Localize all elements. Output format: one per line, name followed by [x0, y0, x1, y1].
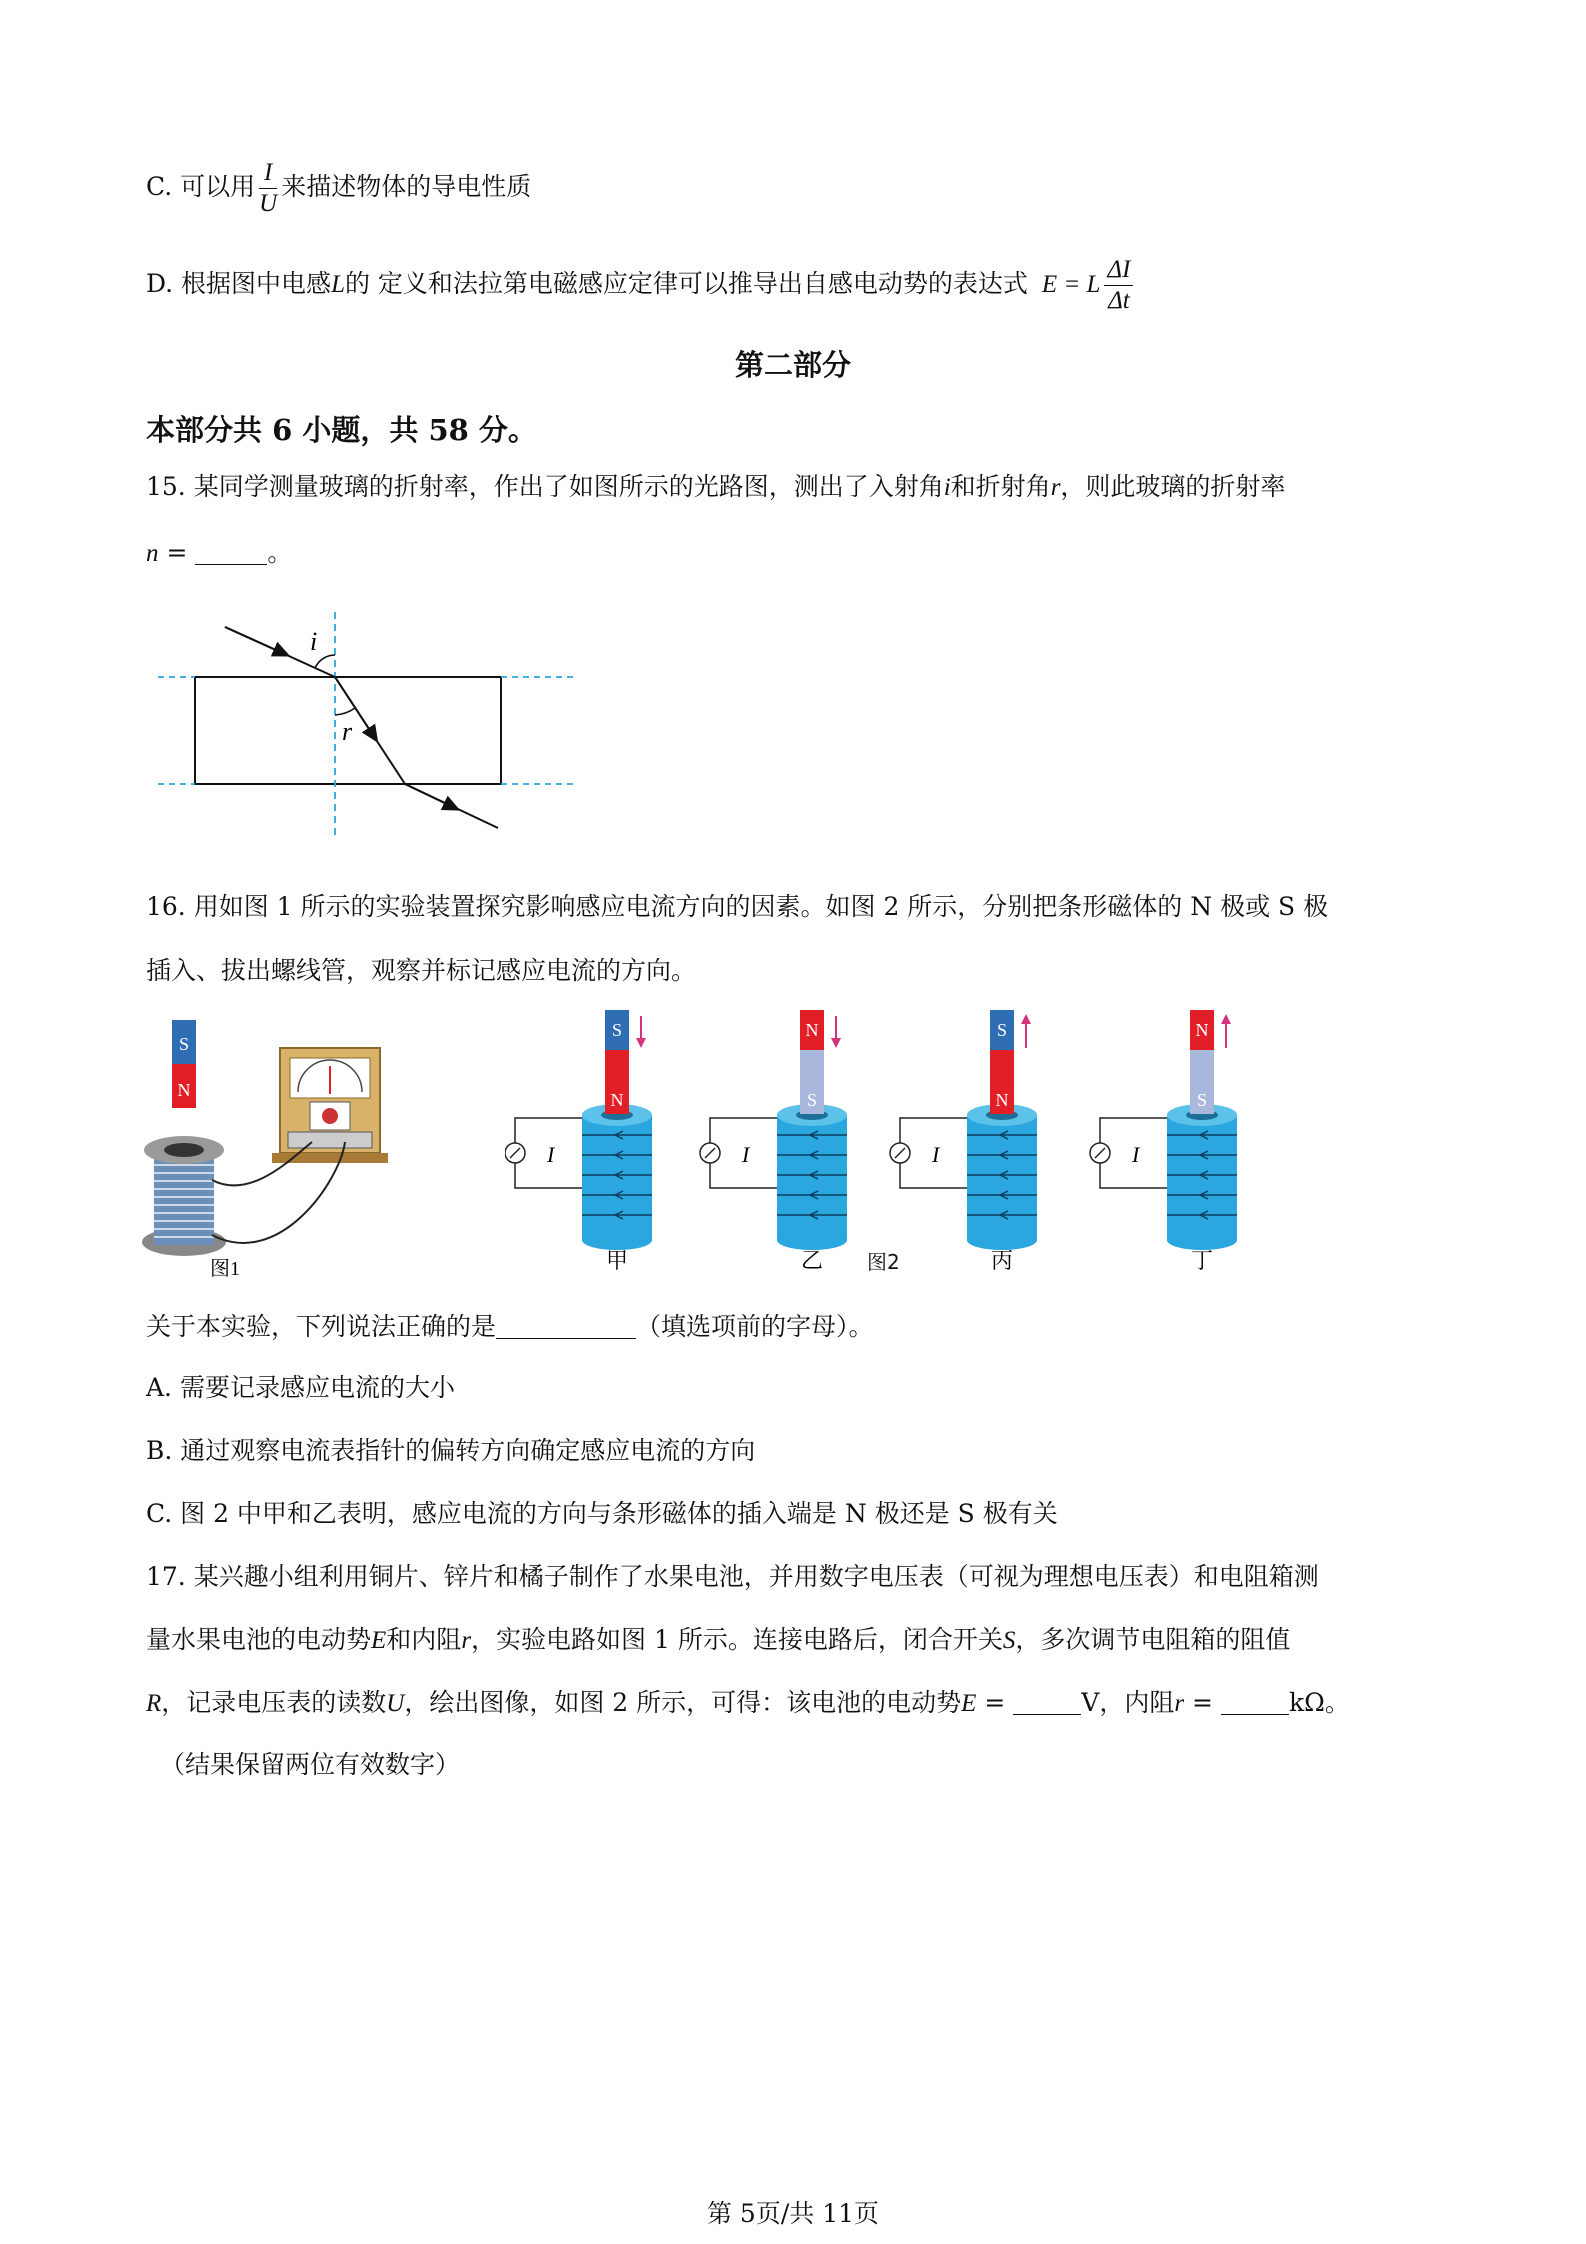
q17-line2 — [146, 1625, 1290, 1656]
light-path-diagram — [150, 600, 590, 840]
magnet-bottom-label: N — [610, 1090, 624, 1110]
resistance-symbol: R — [146, 1690, 162, 1717]
part-intro: 本部分共 6 小题，共 58 分。 — [146, 413, 537, 447]
option-d-middle: 的 定义和法拉第电磁感应定律可以推导出自感电动势的表达式 — [344, 269, 1028, 298]
q17-note: （结果保留两位有效数字） — [160, 1750, 461, 1779]
q17-line3 — [146, 1688, 1350, 1719]
resistance-answer-symbol: r — [1174, 1690, 1185, 1717]
label-i: i — [310, 627, 318, 656]
motion-arrowhead — [831, 1038, 841, 1048]
part-title: 第二部分 — [734, 348, 851, 382]
q15-line1 — [146, 472, 1285, 503]
sub-diagram-2 — [700, 1010, 847, 1273]
magnet-top-label: N — [805, 1020, 819, 1040]
q17-text-a: 量水果电池的电动势 — [146, 1625, 372, 1654]
equals-sign: = — [976, 1688, 1014, 1717]
option-c-prefix: C. 可以用 — [146, 172, 256, 201]
figure1-apparatus — [140, 1010, 400, 1280]
q16-option-b: B. 通过观察电流表指针的偏转方向确定感应电流的方向 — [146, 1436, 756, 1465]
option-c-suffix: 来描述物体的导电性质 — [281, 172, 532, 201]
solenoid-bottom — [1167, 1230, 1237, 1250]
current-label: I — [547, 1142, 555, 1167]
q17-text-f: ，绘出图像，如图 2 所示，可得：该电池的电动势 — [404, 1688, 962, 1717]
page-footer: 第 5页/共 11页 — [706, 2199, 880, 2228]
angle-i-arc — [315, 655, 335, 668]
sub-diagram-label: 乙 — [800, 1248, 824, 1273]
q16-line1: 16. 用如图 1 所示的实验装置探究影响感应电流方向的因素。如图 2 所示，分别把条形磁体的 N 极或 S 极 — [146, 892, 1329, 921]
q17-text-d: ，多次调节电阻箱的阻值 — [1015, 1625, 1291, 1654]
magnet-bottom-label: N — [995, 1090, 1009, 1110]
emergent-ray-arrow — [405, 784, 455, 808]
incident-angle-symbol: i — [943, 474, 951, 501]
solenoid-bottom — [777, 1230, 847, 1250]
equals-sign: = — [158, 538, 196, 567]
answer-blank-emf[interactable] — [1013, 1692, 1081, 1715]
emf-symbol: E — [371, 1627, 387, 1654]
q15-line2 — [146, 538, 292, 569]
fraction-denominator: U — [259, 190, 278, 217]
q16-option-a: A. 需要记录感应电流的大小 — [146, 1373, 455, 1402]
sub-diagram-4 — [1090, 1010, 1237, 1273]
switch-symbol: S — [1002, 1627, 1016, 1654]
terminal-board — [288, 1132, 372, 1148]
q16-option-c: C. 图 2 中甲和乙表明，感应电流的方向与条形磁体的插入端是 N 极还是 S 极有关 — [146, 1499, 1058, 1528]
angle-r-arc — [335, 708, 355, 715]
answer-blank-r[interactable] — [1221, 1692, 1289, 1715]
fraction-numerator: I — [259, 158, 277, 189]
answer-blank-q16[interactable] — [496, 1316, 636, 1339]
fraction-numerator: ΔI — [1104, 255, 1133, 286]
fraction-denominator: Δt — [1108, 287, 1130, 314]
internal-resistance-symbol: r — [461, 1627, 472, 1654]
figure2-caption: 图2 — [867, 1250, 900, 1274]
fraction-i-over-u — [259, 158, 277, 219]
q17-text-b: 和内阻 — [386, 1625, 462, 1654]
current-label: I — [1132, 1142, 1140, 1167]
q16-question-tail: （填选项前的字母）。 — [636, 1312, 874, 1341]
emf-answer-symbol: E — [961, 1690, 977, 1717]
figure2-diagrams — [505, 1010, 1265, 1280]
motion-arrowhead — [636, 1038, 646, 1048]
solenoid-bottom — [582, 1230, 652, 1250]
sub-diagram-label: 甲 — [605, 1248, 629, 1273]
q16-question — [146, 1312, 874, 1342]
figure1-caption: 图1 — [210, 1258, 240, 1280]
current-label: I — [932, 1142, 940, 1167]
magnet-n-label: N — [177, 1080, 191, 1100]
label-r: r — [342, 717, 353, 746]
q17-unit-k: kΩ。 — [1288, 1688, 1350, 1717]
coil-hole — [164, 1143, 204, 1157]
magnet-top-label: S — [996, 1020, 1008, 1040]
magnet-bottom-label: S — [1196, 1090, 1208, 1110]
magnet-top-label: N — [1195, 1020, 1209, 1040]
q15-and: 和折射角 — [950, 472, 1051, 501]
q17-line1: 17. 某兴趣小组利用铜片、锌片和橘子制作了水果电池，并用数字电压表（可视为理想电压表）和电阻箱测 — [146, 1562, 1319, 1591]
inductance-symbol: L — [331, 271, 345, 298]
q16-line2: 插入、拔出螺线管，观察并标记感应电流的方向。 — [146, 956, 697, 985]
voltage-symbol: U — [386, 1690, 405, 1717]
equals-sign: = — [1184, 1688, 1221, 1717]
answer-blank-n[interactable] — [195, 542, 267, 565]
magnet-bottom-label: S — [806, 1090, 818, 1110]
sub-diagram-label: 丙 — [990, 1248, 1014, 1273]
sub-diagram-1 — [505, 1010, 652, 1273]
solenoid-bottom — [967, 1230, 1037, 1250]
option-c — [146, 158, 531, 219]
motion-arrowhead — [1021, 1014, 1031, 1024]
q16-question-text: 关于本实验，下列说法正确的是 — [146, 1312, 497, 1341]
galvanometer-magnet — [322, 1108, 338, 1124]
option-d-prefix: D. 根据图中电感 — [146, 269, 332, 298]
q15-tail: ，则此玻璃的折射率 — [1060, 472, 1286, 501]
option-d — [146, 255, 1137, 316]
sub-diagram-label: 丁 — [1190, 1248, 1214, 1273]
q17-text-e: ，记录电压表的读数 — [161, 1688, 387, 1717]
emf-equation: E = L — [1041, 271, 1101, 298]
current-label: I — [742, 1142, 750, 1167]
q17-text-c: ，实验电路如图 1 所示。连接电路后，闭合开关 — [471, 1625, 1003, 1654]
refraction-angle-symbol: r — [1050, 474, 1061, 501]
magnet-s-label: S — [178, 1034, 190, 1054]
sub-diagram-3 — [890, 1010, 1037, 1273]
motion-arrowhead — [1221, 1014, 1231, 1024]
q17-unit-v: V，内阻 — [1081, 1688, 1175, 1717]
fraction-di-dt — [1104, 255, 1133, 316]
period: 。 — [267, 538, 293, 567]
magnet-top-label: S — [611, 1020, 623, 1040]
q15-text: 15. 某同学测量玻璃的折射率，作出了如图所示的光路图，测出了入射角 — [146, 472, 944, 501]
refractive-index-symbol: n — [146, 540, 159, 567]
coil-body — [154, 1155, 214, 1245]
figure2 — [505, 1010, 1265, 1280]
refracted-ray-arrow — [335, 677, 375, 738]
incident-ray-arrow — [225, 627, 285, 654]
